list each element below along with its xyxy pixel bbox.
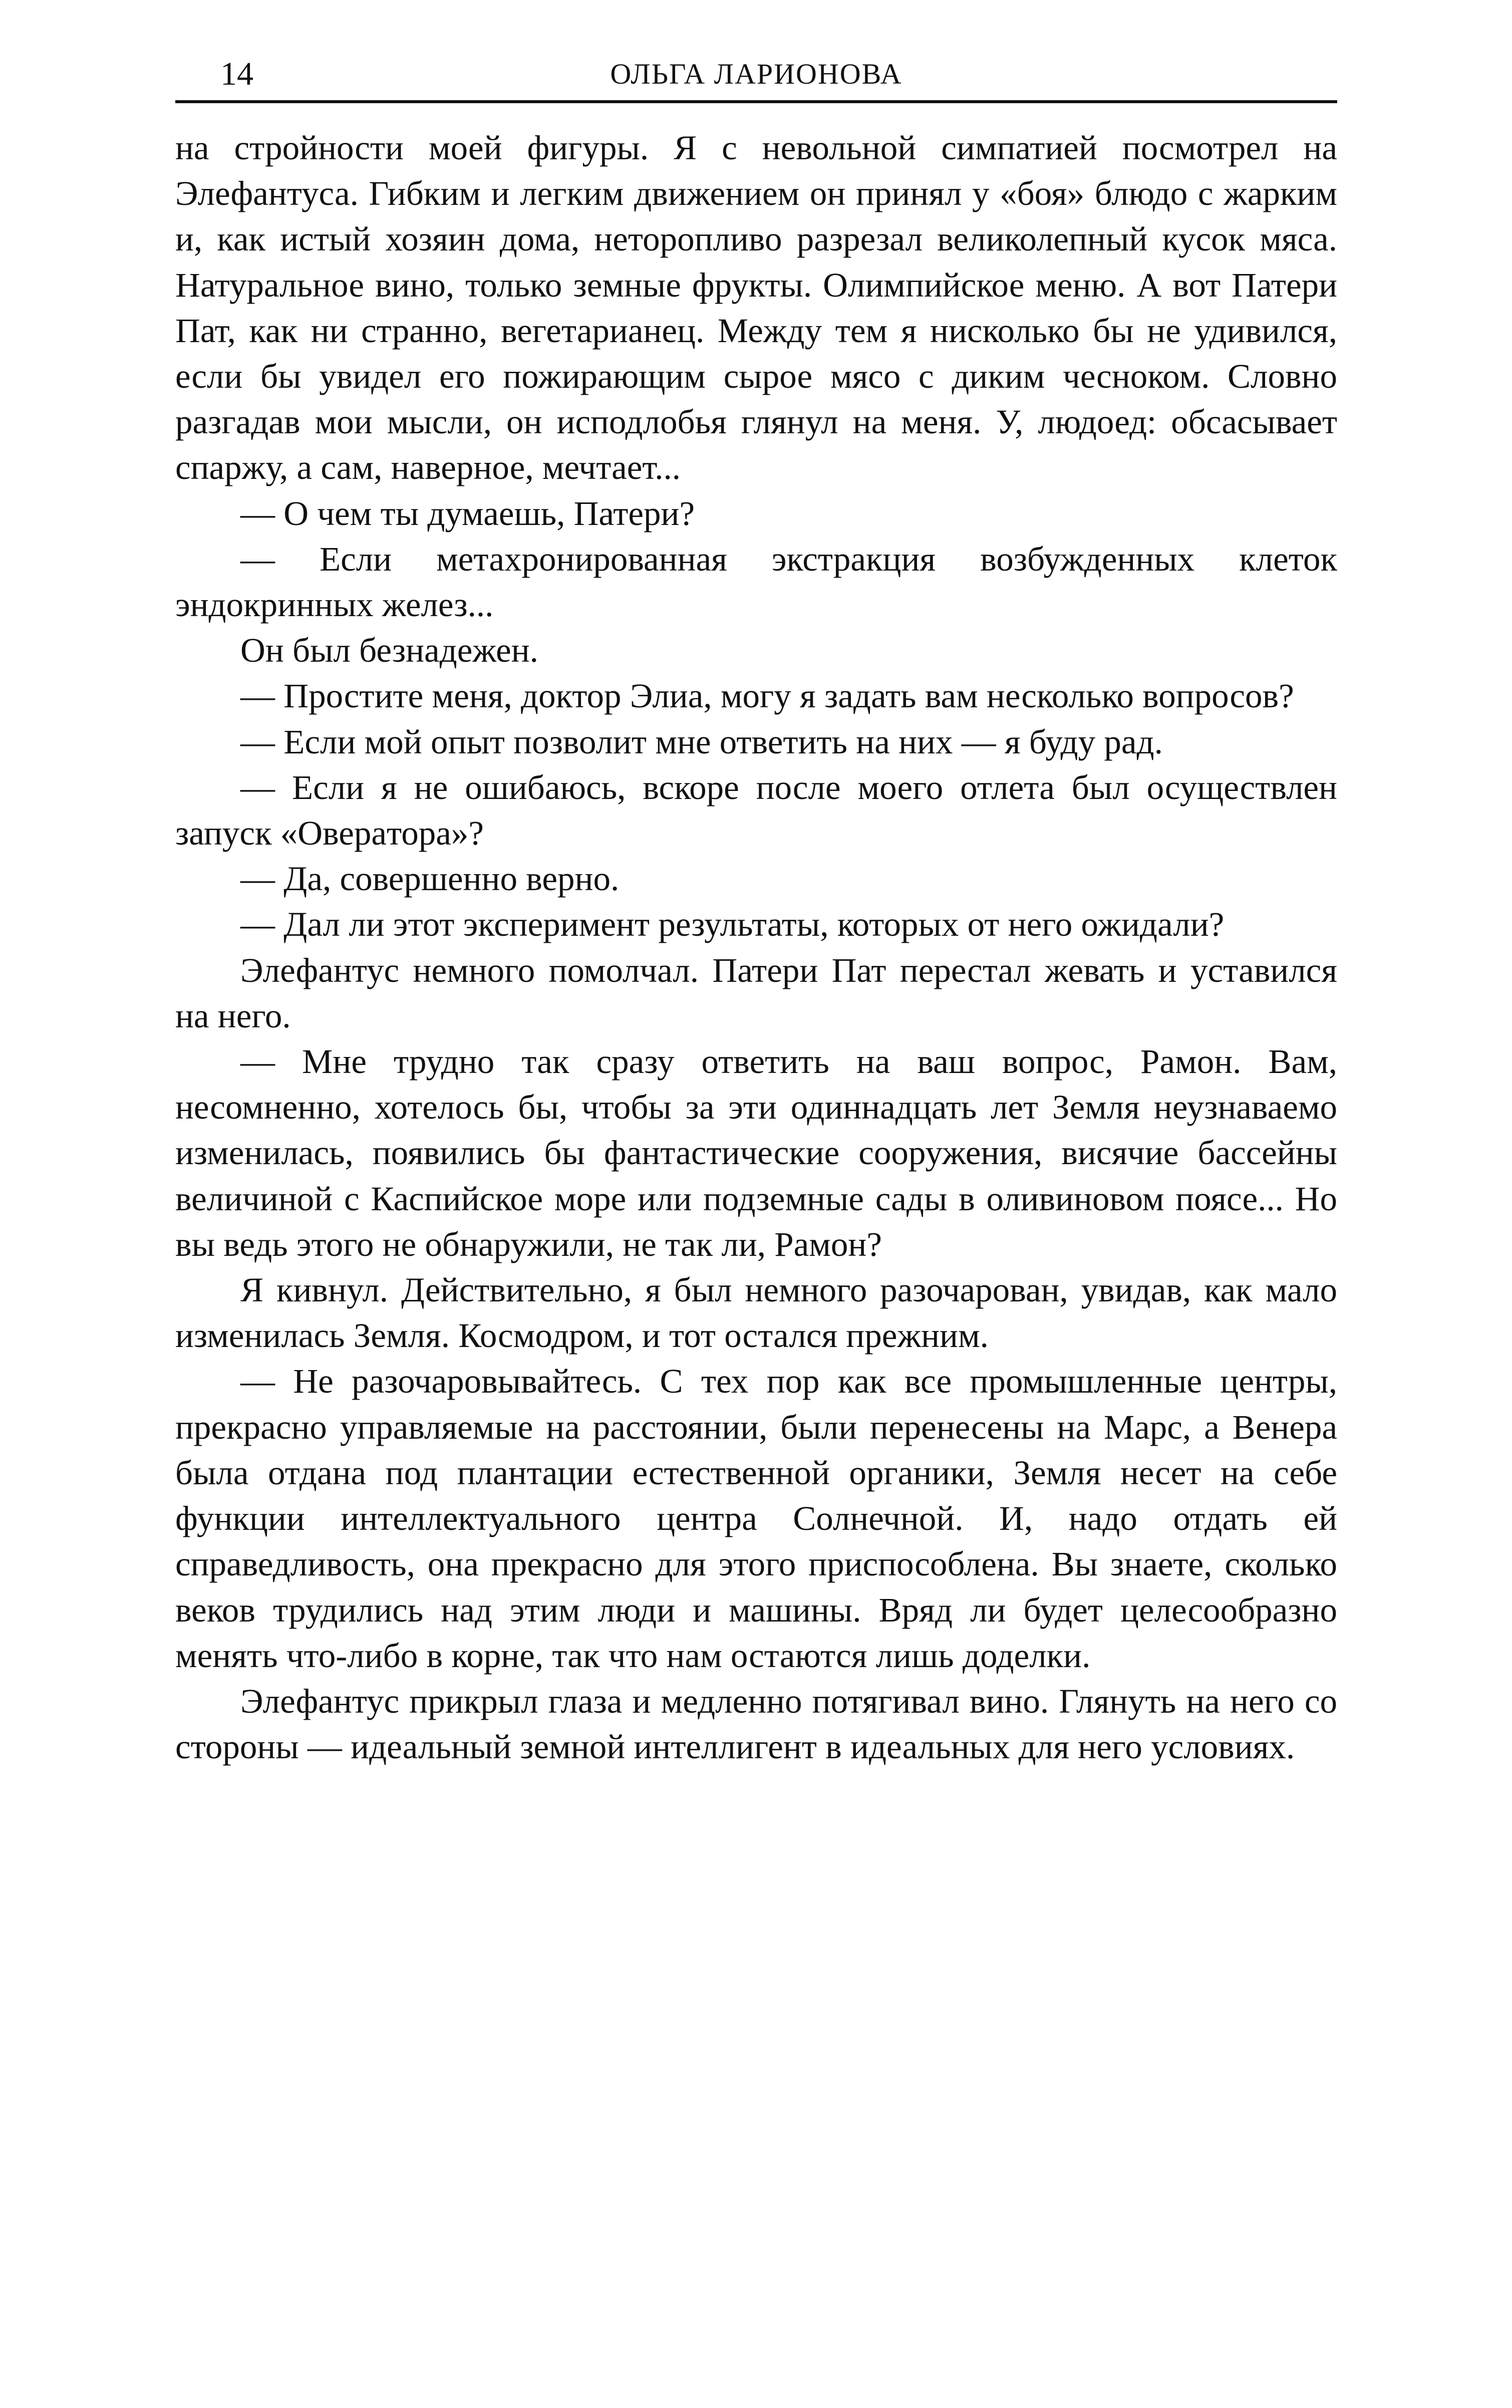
- paragraph: — Мне трудно так сразу ответить на ваш вопрос, Рамон. Вам, несомненно, хотелось бы, чтобы за эти одиннадцать лет Земля неузнаваемо изменилась, появились бы фантастические сооружения, висячие бассейны величиной с Каспийское море или подземные сады в оливиновом поясе... Но вы ведь этого не обнаружили, не так ли, Рамон?: [175, 1042, 1337, 1263]
- paragraph: — Дал ли этот эксперимент результаты, которых от него ожидали?: [240, 905, 1225, 944]
- paragraph: — О чем ты думаешь, Патери?: [240, 494, 695, 532]
- paragraph: Элефантус немного помолчал. Патери Пат перестал жевать и уставился на него.: [175, 951, 1337, 1035]
- paragraph: Он был безнадежен.: [240, 631, 538, 670]
- paragraph: — Если мой опыт позволит мне ответить на них — я буду рад.: [240, 722, 1163, 761]
- paragraph: на стройности моей фигуры. Я с невольной симпатией посмотрел на Элефантуса. Гибким и легким движением он принял у «боя» блюдо с жарким и, как истый хозяин дома, неторопливо разрезал великолепный кусок мяса. Натуральное вино, только земные фрукты. Олимпийское меню. А вот Патери Пат, как ни странно, вегетарианец. Между тем я нисколько бы не удивился, если бы увидел его пожирающим сырое мясо с диким чесноком. Словно разгадав мои мысли, он исподлобья глянул на меня. У, людоед: обсасывает спаржу, а сам, наверное, мечтает...: [175, 129, 1337, 487]
- paragraph: — Если метахронированная экстракция возбужденных клеток эндокринных желез...: [175, 540, 1337, 624]
- body-text: [175, 125, 1337, 1770]
- paragraph: — Да, совершенно верно.: [240, 860, 620, 898]
- paragraph: Элефантус прикрыл глаза и медленно потягивал вино. Глянуть на него со стороны — идеальный земной интеллигент в идеальных для него условиях.: [175, 1682, 1337, 1766]
- paragraph: — Если я не ошибаюсь, вскоре после моего отлета был осуществлен запуск «Оверaтора»?: [175, 768, 1337, 853]
- paragraph: — Не разочаровывайтесь. С тех пор как все промышленные центры, прекрасно управляемые на расстоянии, были перенесены на Марс, а Венера была отдана под плантации естественной органики, Земля несет на себе функции интеллектуального центра Солнечной. И, надо отдать ей справедливость, она прекрасно для этого приспособлена. Вы знаете, сколько веков трудились над этим люди и машины. Вряд ли будет целесообразно менять что-либо в корне, так что нам остаются лишь доделки.: [175, 1362, 1337, 1675]
- header-rule: [175, 100, 1337, 103]
- running-head: [175, 50, 1337, 98]
- paragraph: Я кивнул. Действительно, я был немного разочарован, увидав, как мало изменилась Земля. Космодром, и тот остался прежним.: [175, 1271, 1337, 1355]
- page-number: 14: [220, 56, 253, 92]
- running-head-author: ОЛЬГА ЛАРИОНОВА: [610, 58, 902, 90]
- paragraph: — Простите меня, доктор Элиа, могу я задать вам несколько вопросов?: [240, 677, 1294, 715]
